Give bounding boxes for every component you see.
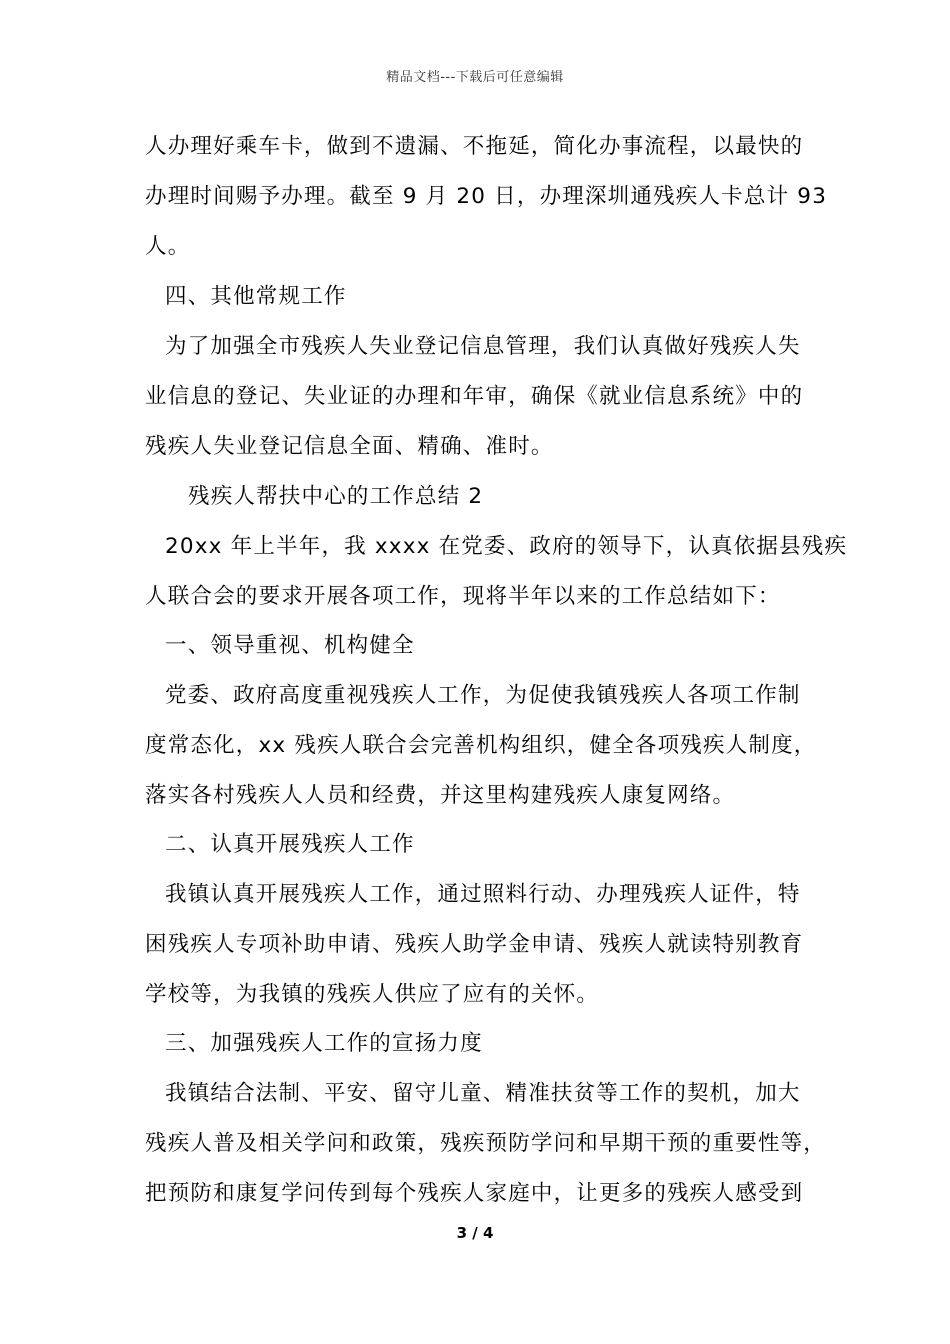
page-number: 3 / 4 [456, 1224, 494, 1242]
paragraph-line: 人办理好乘车卡，做到不遗漏、不拖延，简化办事流程，以最快的 [145, 134, 804, 159]
paragraph-line: 把预防和康复学问传到每个残疾人家庭中，让更多的残疾人感受到 [145, 1181, 804, 1206]
paragraph-line: 人。 [145, 234, 191, 259]
paragraph-line: 我镇认真开展残疾人工作，通过照料行动、办理残疾人证件，特 [165, 882, 801, 907]
document-header: 精品文档---下载后可任意编辑 [386, 70, 564, 85]
paragraph-line: 为了加强全市残疾人失业登记信息管理，我们认真做好残疾人失 [165, 334, 801, 359]
paragraph-line: 学校等，为我镇的残疾人供应了应有的关怀。 [145, 982, 600, 1007]
paragraph-line: 办理时间赐予办理。截至 9 月 20 日，办理深圳通残疾人卡总计 93 [145, 184, 828, 209]
paragraph-line: 人联合会的要求开展各项工作，现将半年以来的工作总结如下： [145, 584, 781, 609]
section-heading: 二、认真开展残疾人工作 [165, 832, 415, 857]
section-heading: 一、领导重视、机构健全 [165, 633, 415, 658]
section-heading: 四、其他常规工作 [165, 284, 347, 309]
paragraph-line: 落实各村残疾人人员和经费，并这里构建残疾人康复网络。 [145, 783, 736, 808]
document-title: 残疾人帮扶中心的工作总结 2 [188, 484, 484, 509]
paragraph-line: 残疾人普及相关学问和政策，残疾预防学问和早期干预的重要性等， [145, 1131, 827, 1156]
paragraph-line: 20xx 年上半年，我 xxxx 在党委、政府的领导下，认真依据县残疾 [165, 534, 848, 559]
paragraph-line: 困残疾人专项补助申请、残疾人助学金申请、残疾人就读特别教育 [145, 932, 804, 957]
paragraph-line: 度常态化，xx 残疾人联合会完善机构组织，健全各项残疾人制度， [145, 733, 817, 758]
section-heading: 三、加强残疾人工作的宣扬力度 [165, 1031, 483, 1056]
paragraph-line: 我镇结合法制、平安、留守儿童、精准扶贫等工作的契机，加大 [165, 1081, 801, 1106]
paragraph-line: 业信息的登记、失业证的办理和年审，确保《就业信息系统》中的 [145, 384, 804, 409]
paragraph-line: 残疾人失业登记信息全面、精确、准时。 [145, 434, 554, 459]
paragraph-line: 党委、政府高度重视残疾人工作，为促使我镇残疾人各项工作制 [165, 683, 801, 708]
